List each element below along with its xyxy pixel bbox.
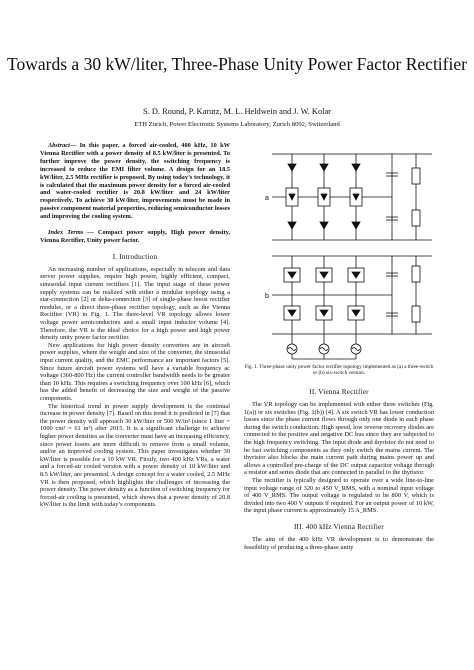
400khz-paragraph: The aim of the 400 kHz VR development is to demonstrate the feasibility of producing a three-phase unity (244, 535, 434, 551)
paper-title: Towards a 30 kW/liter, Three-Phase Unity Power Factor Rectifier (7, 54, 467, 74)
rectifier-topology-figure (262, 144, 438, 362)
section-heading-vienna-rectifier: II. Vienna Rectifier (309, 388, 369, 396)
leg-a3 (350, 154, 362, 240)
vr-paragraph: The VR topology can be implemented with either three switches (Fig. 1(a)) or six switches (Fig. 1(b)) [4]. A six switch VR has lower conduction losses since the phase current flows through only one diode in each phase during the switch conduction. High speed, low reverse recovery diodes are connected to the positive and negative DC bus since they are subjected to the high frequency switching. The input diode and thyristor do not need to be fast switching components as they only switch the mains current. The thyristor also blocks the main current path during mains power up and allows a controlled pre-charge of the DC output capacitor voltage through a resistor and series diode that are connected in parallel to the thyristor. (244, 401, 434, 477)
intro-paragraph: An increasing number of applications, especially in telecom and data server power supplies, require high power, highly efficient, compact, sinusoidal input current rectifiers [1]. The input stage of these power supply systems can be realized with either a modular topology using a star-connection [2] or delta-connection [3] of single-phase boost rectifier modules, or a direct three-phase rectifier topology, such as the Vienna Rectifier (VR) in Fig. 1. The three-level VR topology allows lower voltage power semiconductors and a small input inductor volume [4]. Therefore, the VR is the ideal choice for a high power and high power density unity power factor rectifier. (40, 265, 230, 342)
left-column (40, 142, 230, 509)
vr-paragraph: The rectifier is typically designed to operate over a wide line-to-line input voltage range of 320 to 450 V_RMS, with a nominal input voltage of 400 V_RMS. The output voltage is regulated to be 800 V, which is divided into two 400 V outputs if required. For an output power of 10 kW, the input phase current is approximately 15 A_RMS. (244, 476, 434, 515)
index-terms-label: Index Terms (48, 229, 84, 237)
section-heading-400khz: III. 400 kHz Vienna Rectifier (293, 522, 385, 531)
abstract (40, 142, 230, 221)
leg-a2 (318, 154, 330, 240)
right-column (244, 388, 434, 551)
figure-caption: Fig. 1. Three-phase unity power factor rectifier topology implemented as (a) a three-switch or (b) six-switch version. (244, 364, 434, 377)
abstract-label: Abstract (48, 142, 70, 149)
intro-paragraph: New applications for high power density converters are in aircraft power supplies, where the weight and size of the converter, the sinusoidal input current quality, and the EMC performance are important factors [5]. Since future aircraft power systems will have a variable frequency ac voltage (360-800 Hz) the current controller bandwidth needs to be greater than 10 kHz. This requires a switching frequency over 100 kHz [6], which has the added benefit of decreasing the size and weight of the passive components. (40, 341, 230, 402)
abstract-text: — In this paper, a forced air-cooled, 400 kHz, 10 kW Vienna Rectifier with a power density of 8.5 kW/liter is presented. To further improve the power density, the switching frequency is increased to reduce the EMI filter volume. A design for an 18.5 kW/liter, 2.5 MHz rectifier is proposed. By using today’s technology, it is calculated that the maximum power density for a forced air-cooled and water-cooled rectifier is 20.8 kW/liter and 24 kW/liter respectively. To achieve 30 kW/liter, improvements must be made in passive component material properties, reducing semiconductor losses and improving the cooling system. (40, 142, 230, 221)
intro-paragraph: The historical trend in power supply development is the continual increase in power density [7]. Based on this trend it is predicted in [7] that the power density will approach 30 kW/liter or 500 W/in³ (since 1 liter = 1000 cm³ = 61 in³) after 2015. It is a significant challenge to achieve higher power densities as the converter must have an increasing efficiency, since power losses are more difficult to remove from a small volume, and/or an improved cooling system. This paper investigates whether 30 kW/liter is possible for a 10 kW VR. Firstly, two 400 kHz VRs, a water and a forced-air cooled version with a power density of 10 kW/liter and 8.5 kW/liter, are presented. A design concept for a water cooled, 2.5 MHz VR is then proposed, which highlights the challenges of increasing the power density. The power density as a function of switching frequency for forced-air cooling is presented, which shows that a power density of 20.8 kW/liter is the limit with today’s components. (40, 402, 230, 509)
index-terms-text: — Compact power supply, High power density, Vienna Rectifier, Unity power factor. (40, 229, 230, 244)
circuit-diagram (262, 144, 438, 362)
affiliation: ETH Zurich, Power Electronic Systems Laboratory, Zurich 8092, Switzerland (134, 121, 340, 128)
leg-a1 (286, 154, 298, 240)
ac-sources (287, 334, 361, 359)
figure-label-b: b (265, 293, 269, 300)
figure-label-a: a (265, 195, 269, 202)
index-terms (40, 229, 230, 245)
section-heading-introduction: I. Introduction (112, 252, 158, 261)
author-list: S. D. Round, P. Karutz, M. L. Heldwein and J. W. Kolar (143, 107, 331, 116)
